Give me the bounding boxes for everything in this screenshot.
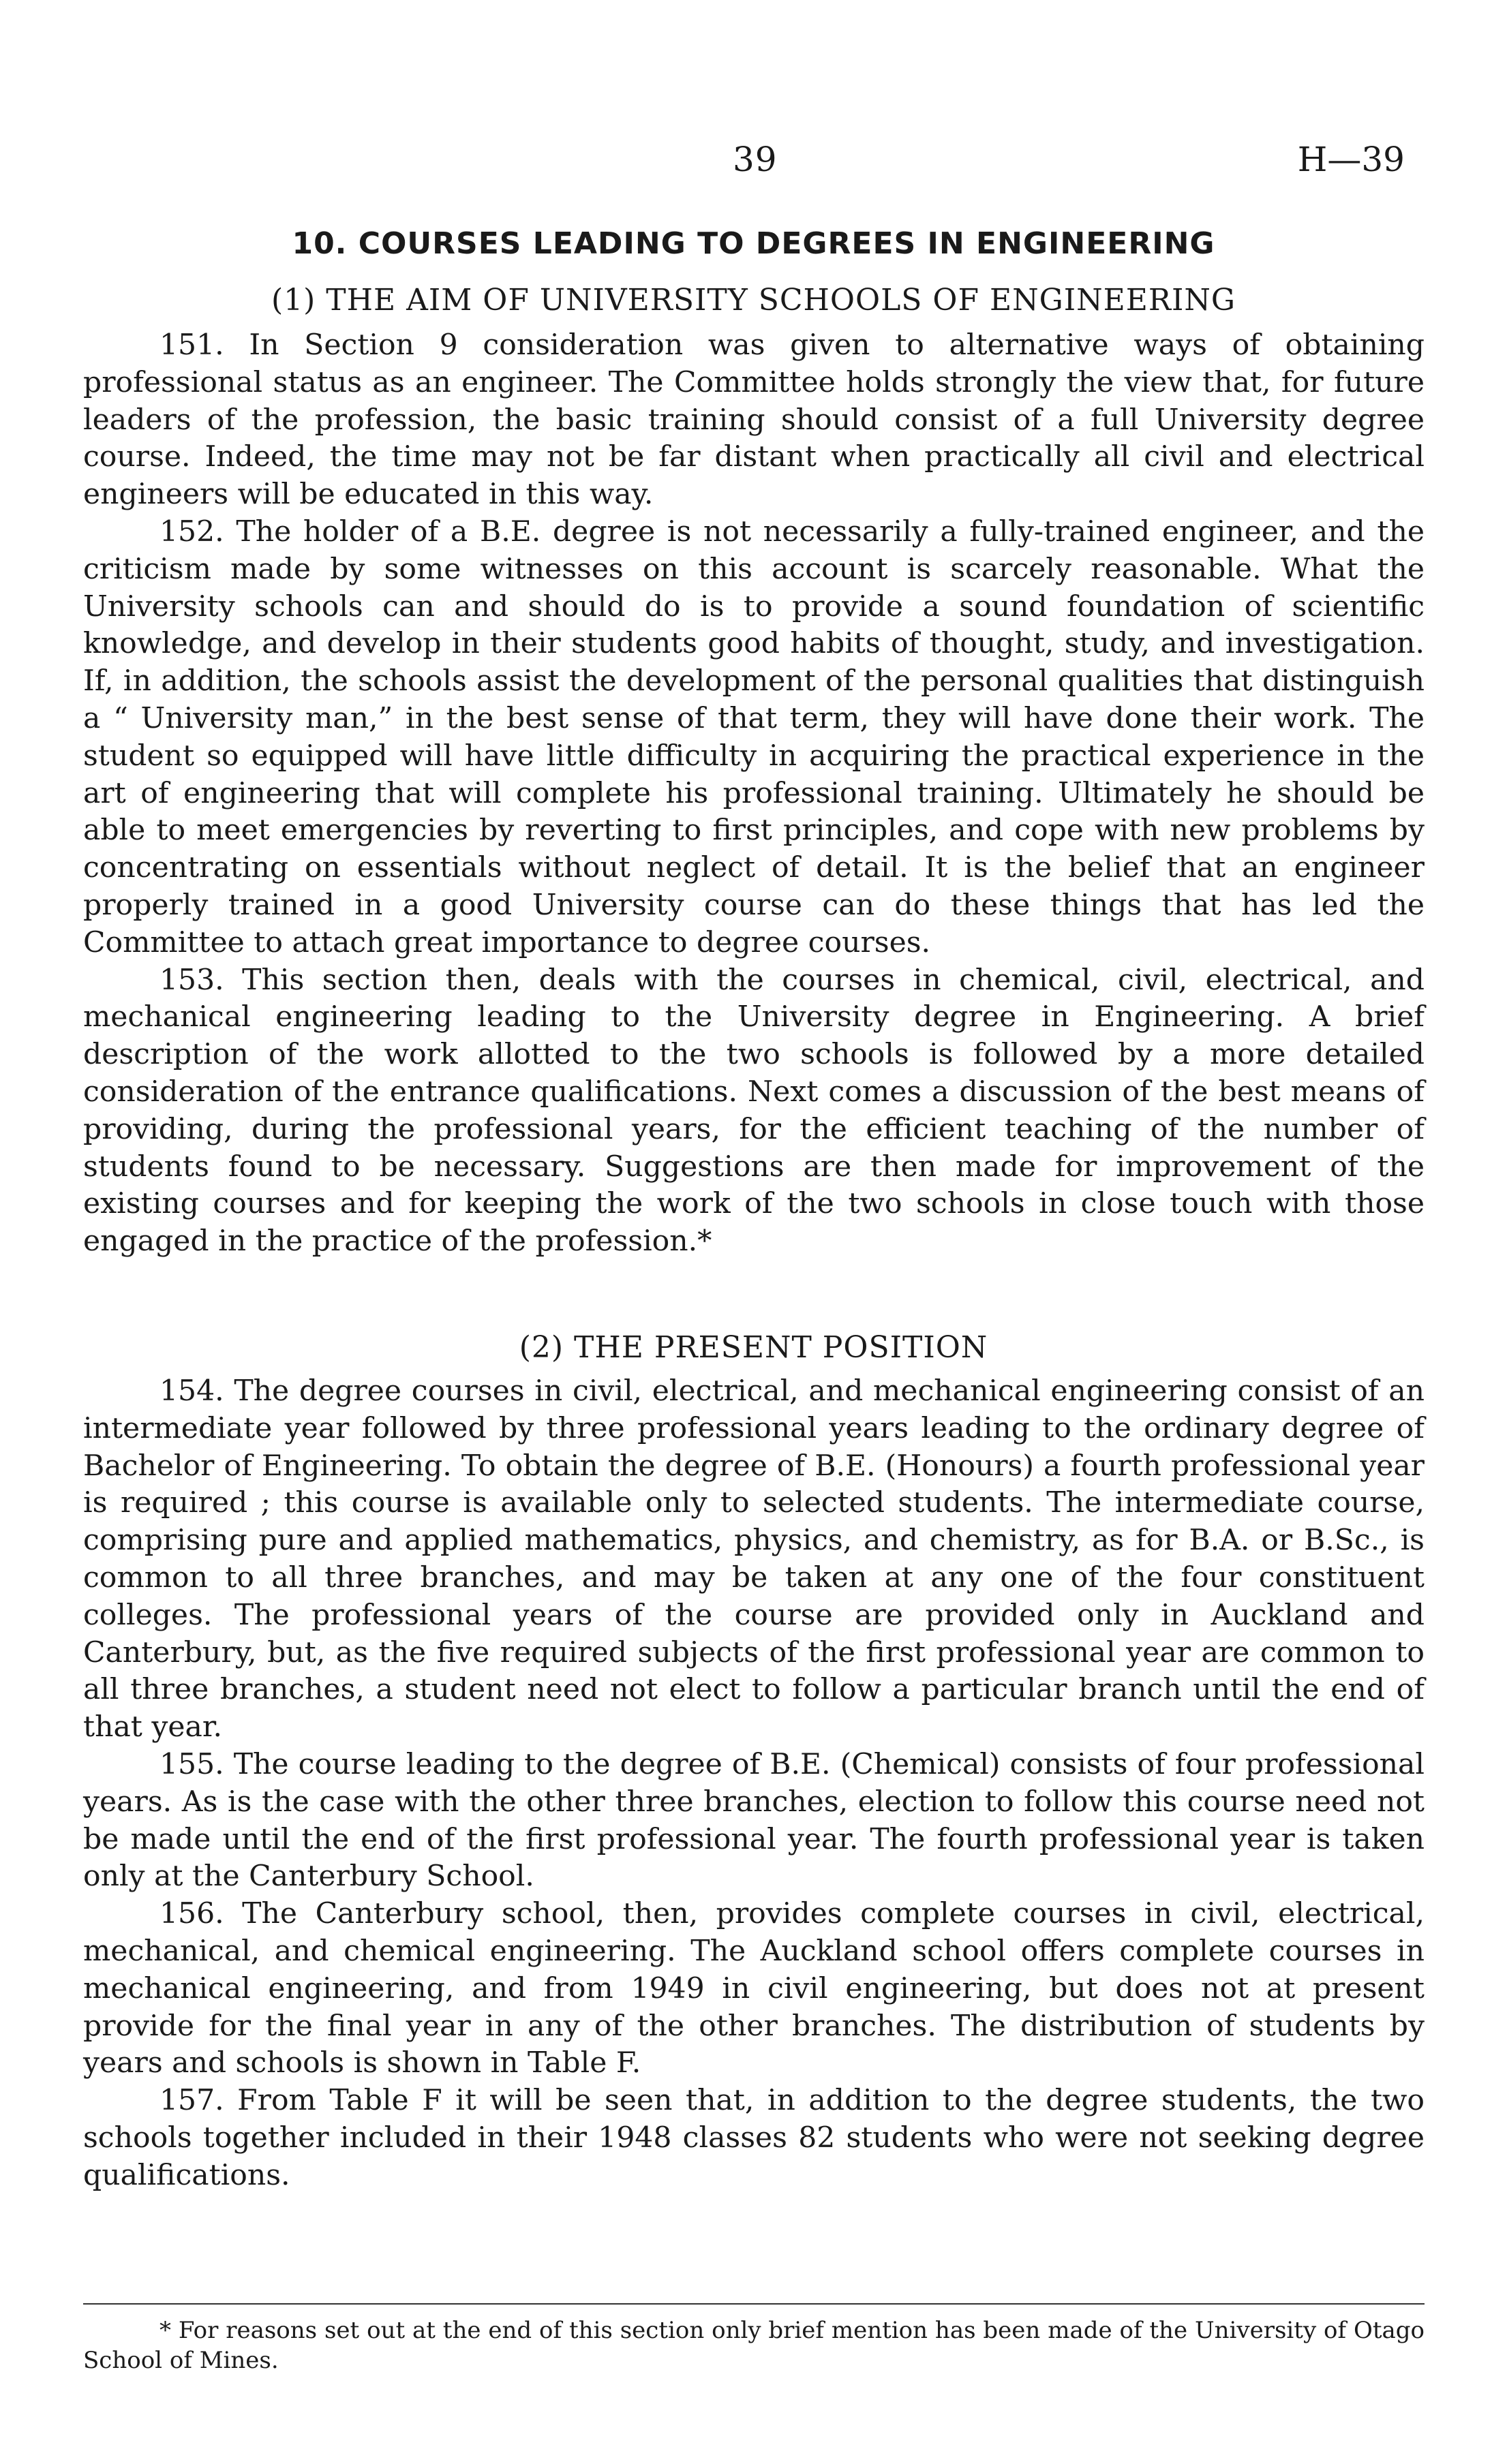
subsection-title-aim: (1) THE AIM OF UNIVERSITY SCHOOLS OF ENGINEERING bbox=[271, 283, 1236, 318]
footnote-divider bbox=[83, 2303, 1425, 2305]
page-number: 39 bbox=[733, 140, 778, 179]
paragraph-155: 155. The course leading to the degree of B.E. (Chemical) consists of four professional years. As is the case with the other three branches, election to follow this course need not be made until the end of the first professional year. The fourth professional year is taken only at the Canterbury School. bbox=[83, 1747, 1425, 1894]
paragraph-157: 157. From Table F it will be seen that, in addition to the degree students, the two schools together included in their 1948 classes 82 students who were not seeking degree qualifications. bbox=[83, 2084, 1425, 2192]
subsection-body-present-position bbox=[83, 1373, 1425, 2195]
paragraph-151: 151. In Section 9 consideration was given to alternative ways of obtaining professional status as an engineer. The Committee holds strongly the view that, for future leaders of the profession, the basic training should consist of a full University degree course. Indeed, the time may not be far distant when practically all civil and electrical engineers will be educated in this way. bbox=[83, 328, 1425, 512]
paragraph-156: 156. The Canterbury school, then, provides complete courses in civil, electrical, mechanical, and chemical engineering. The Auckland school offers complete courses in mechanical engineering, and from 1949 in civil engineering, but does not at present provide for the final year in any of the other branches. The distribution of students by years and schools is shown in Table F. bbox=[83, 1897, 1425, 2080]
document-reference: H—39 bbox=[1297, 140, 1405, 179]
paragraph-152: 152. The holder of a B.E. degree is not necessarily a fully-trained engineer, and the criticism made by some witnesses on this account is scarcely reasonable. What the University schools can and should do is to provide a sound foundation of scientific knowledge, and develop in their students good habits of thought, study, and investigation. If, in addition, the schools assist the development of the personal qualities that distinguish a “ University man,” in the best sense of that term, they will have done their work. The student so equipped will have little difficulty in acquiring the practical experience in the art of engineering that will complete his professional training. Ultimately he should be able to meet emergencies by reverting to first principles, and cope with new problems by concentrating on essentials without neglect of detail. It is the belief that an engineer properly trained in a good University course can do these things that has led the Committee to attach great importance to degree courses. bbox=[83, 514, 1425, 959]
paragraph-153: 153. This section then, deals with the courses in chemical, civil, electrical, and mechanical engineering leading to the University degree in Engineering. A brief description of the work allotted to the two schools is followed by a more detailed consideration of the entrance qualifications. Next comes a discussion of the best means of providing, during the professional years, for the efficient teaching of the number of students found to be necessary. Suggestions are then made for improvement of the existing courses and for keeping the work of the two schools in close touch with those engaged in the practice of the profession.* bbox=[83, 963, 1425, 1259]
footnote: * For reasons set out at the end of this section only brief mention has been made of the University of Otago School of Mines. bbox=[83, 2317, 1425, 2374]
subsection-body-aim bbox=[83, 327, 1425, 1261]
section-title: 10. COURSES LEADING TO DEGREES IN ENGINEERING bbox=[292, 226, 1215, 261]
paragraph-154: 154. The degree courses in civil, electrical, and mechanical engineering consist of an intermediate year followed by three professional years leading to the ordinary degree of Bachelor of Engineering. To obtain the degree of B.E. (Honours) a fourth professional year is required ; this course is available only to selected students. The intermediate course, comprising pure and applied mathematics, physics, and chemistry, as for B.A. or B.Sc., is common to all three branches, and may be taken at any one of the four constituent colleges. The professional years of the course are provided only in Auckland and Canterbury, but, as the five required subjects of the first professional year are common to all three branches, a student need not elect to follow a particular branch until the end of that year. bbox=[83, 1374, 1425, 1744]
subsection-title-present-position: (2) THE PRESENT POSITION bbox=[519, 1330, 988, 1365]
